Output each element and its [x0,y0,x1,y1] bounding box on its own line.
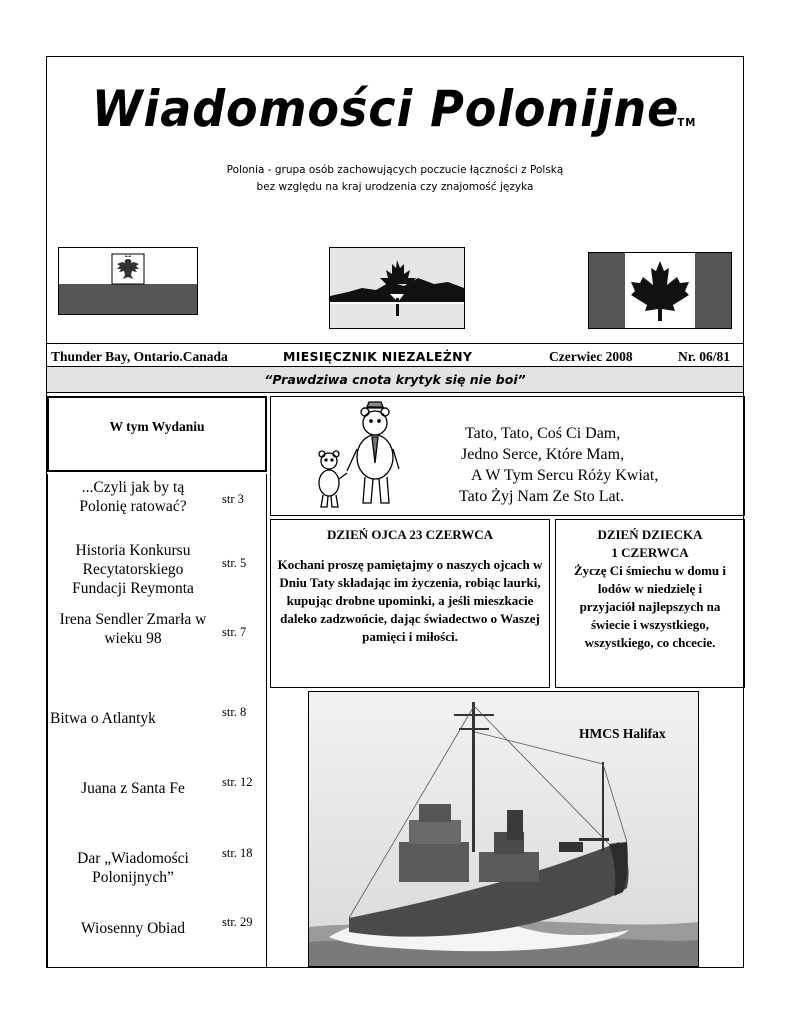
polonia-flag [329,247,465,329]
toc-page: str 3 [222,492,244,506]
location: Thunder Bay, Ontario.Canada [51,349,228,364]
toc-title: W tym Wydaniu [109,419,205,434]
header-rule [46,343,744,344]
fathers-day-heading: DZIEŃ OJCA 23 CZERWCA [326,527,494,542]
maple-leaf-icon [631,261,689,321]
monthly-label: MIESIĘCZNIK NIEZALEŻNY [283,349,473,364]
toc-page: str. 29 [222,915,253,929]
fathers-day-box [270,519,550,688]
childrens-day-box [555,519,745,688]
subtitle [46,162,744,196]
maple-leaf-icon [380,260,416,284]
toc-item[interactable]: ...Czyli jak by tą Polonię ratować? [79,479,187,515]
masthead-title: Wiadomości Polonijne [91,80,680,138]
toc-page: str. 5 [222,556,247,570]
childrens-day-heading-1: DZIEŃ DZIECKA [597,527,703,542]
toc-item[interactable]: Juana z Santa Fe [81,780,185,797]
teddy-bears-illustration [309,399,409,513]
poem-line: Jedno Serce, Które Mam, [461,446,625,463]
toc-page: str. 7 [222,625,247,639]
poem [459,423,658,507]
issue-date: Czerwiec 2008 [549,349,633,364]
toc-item[interactable]: Irena Sendler Zmarła w wieku 98 [59,611,207,647]
trademark: TM [677,116,697,129]
toc-page: str. 12 [222,775,253,789]
motto-bar: “Prawdziwa cnota krytyk się nie boi” [46,366,744,393]
canadian-flag [588,252,732,329]
subtitle-line-2: bez względu na kraj urodzenia czy znajomość języka [256,181,534,193]
fathers-day-text: Kochani proszę pamiętajmy o naszych ojcach w Dniu Taty składając im życzenia, robiąc laurki, kupując drobne upominki, a jeśli mieszkacie daleko zadzwońcie, dając świadectwo o Waszej pamięci i miłości. [277,557,543,644]
childrens-day-heading-2: 1 CZERWCA [611,545,689,560]
polish-flag [58,247,198,315]
poem-line: A W Tym Sercu Róży Kwiat, [471,467,659,484]
poem-line: Tato Żyj Nam Ze Sto Lat. [459,488,625,505]
toc-item[interactable]: Historia Konkursu Recytatorskiego Fundacji Reymonta [72,542,194,597]
polish-eagle-icon [111,253,145,285]
masthead [74,80,716,138]
childrens-day-text: Życzę Ci śmiechu w domu i lodów w niedzielę i przyjaciół najlepszych na świecie i wszystkiego, wszystkiego, co chcecie. [573,563,727,650]
table-of-contents [47,474,267,968]
photo-caption: HMCS Halifax [579,726,666,741]
toc-item[interactable]: Bitwa o Atlantyk [50,710,156,727]
toc-item[interactable]: Wiosenny Obiad [81,920,185,937]
toc-page: str. 18 [222,846,253,860]
poem-line: Tato, Tato, Coś Ci Dam, [465,425,621,442]
toc-page: str. 8 [222,705,247,719]
toc-item[interactable]: Dar „Wiadomości Polonijnych” [77,850,189,886]
subtitle-line-1: Polonia - grupa osób zachowujących poczucie łączności z Polską [226,164,564,176]
issue-number: Nr. 06/81 [678,349,731,364]
